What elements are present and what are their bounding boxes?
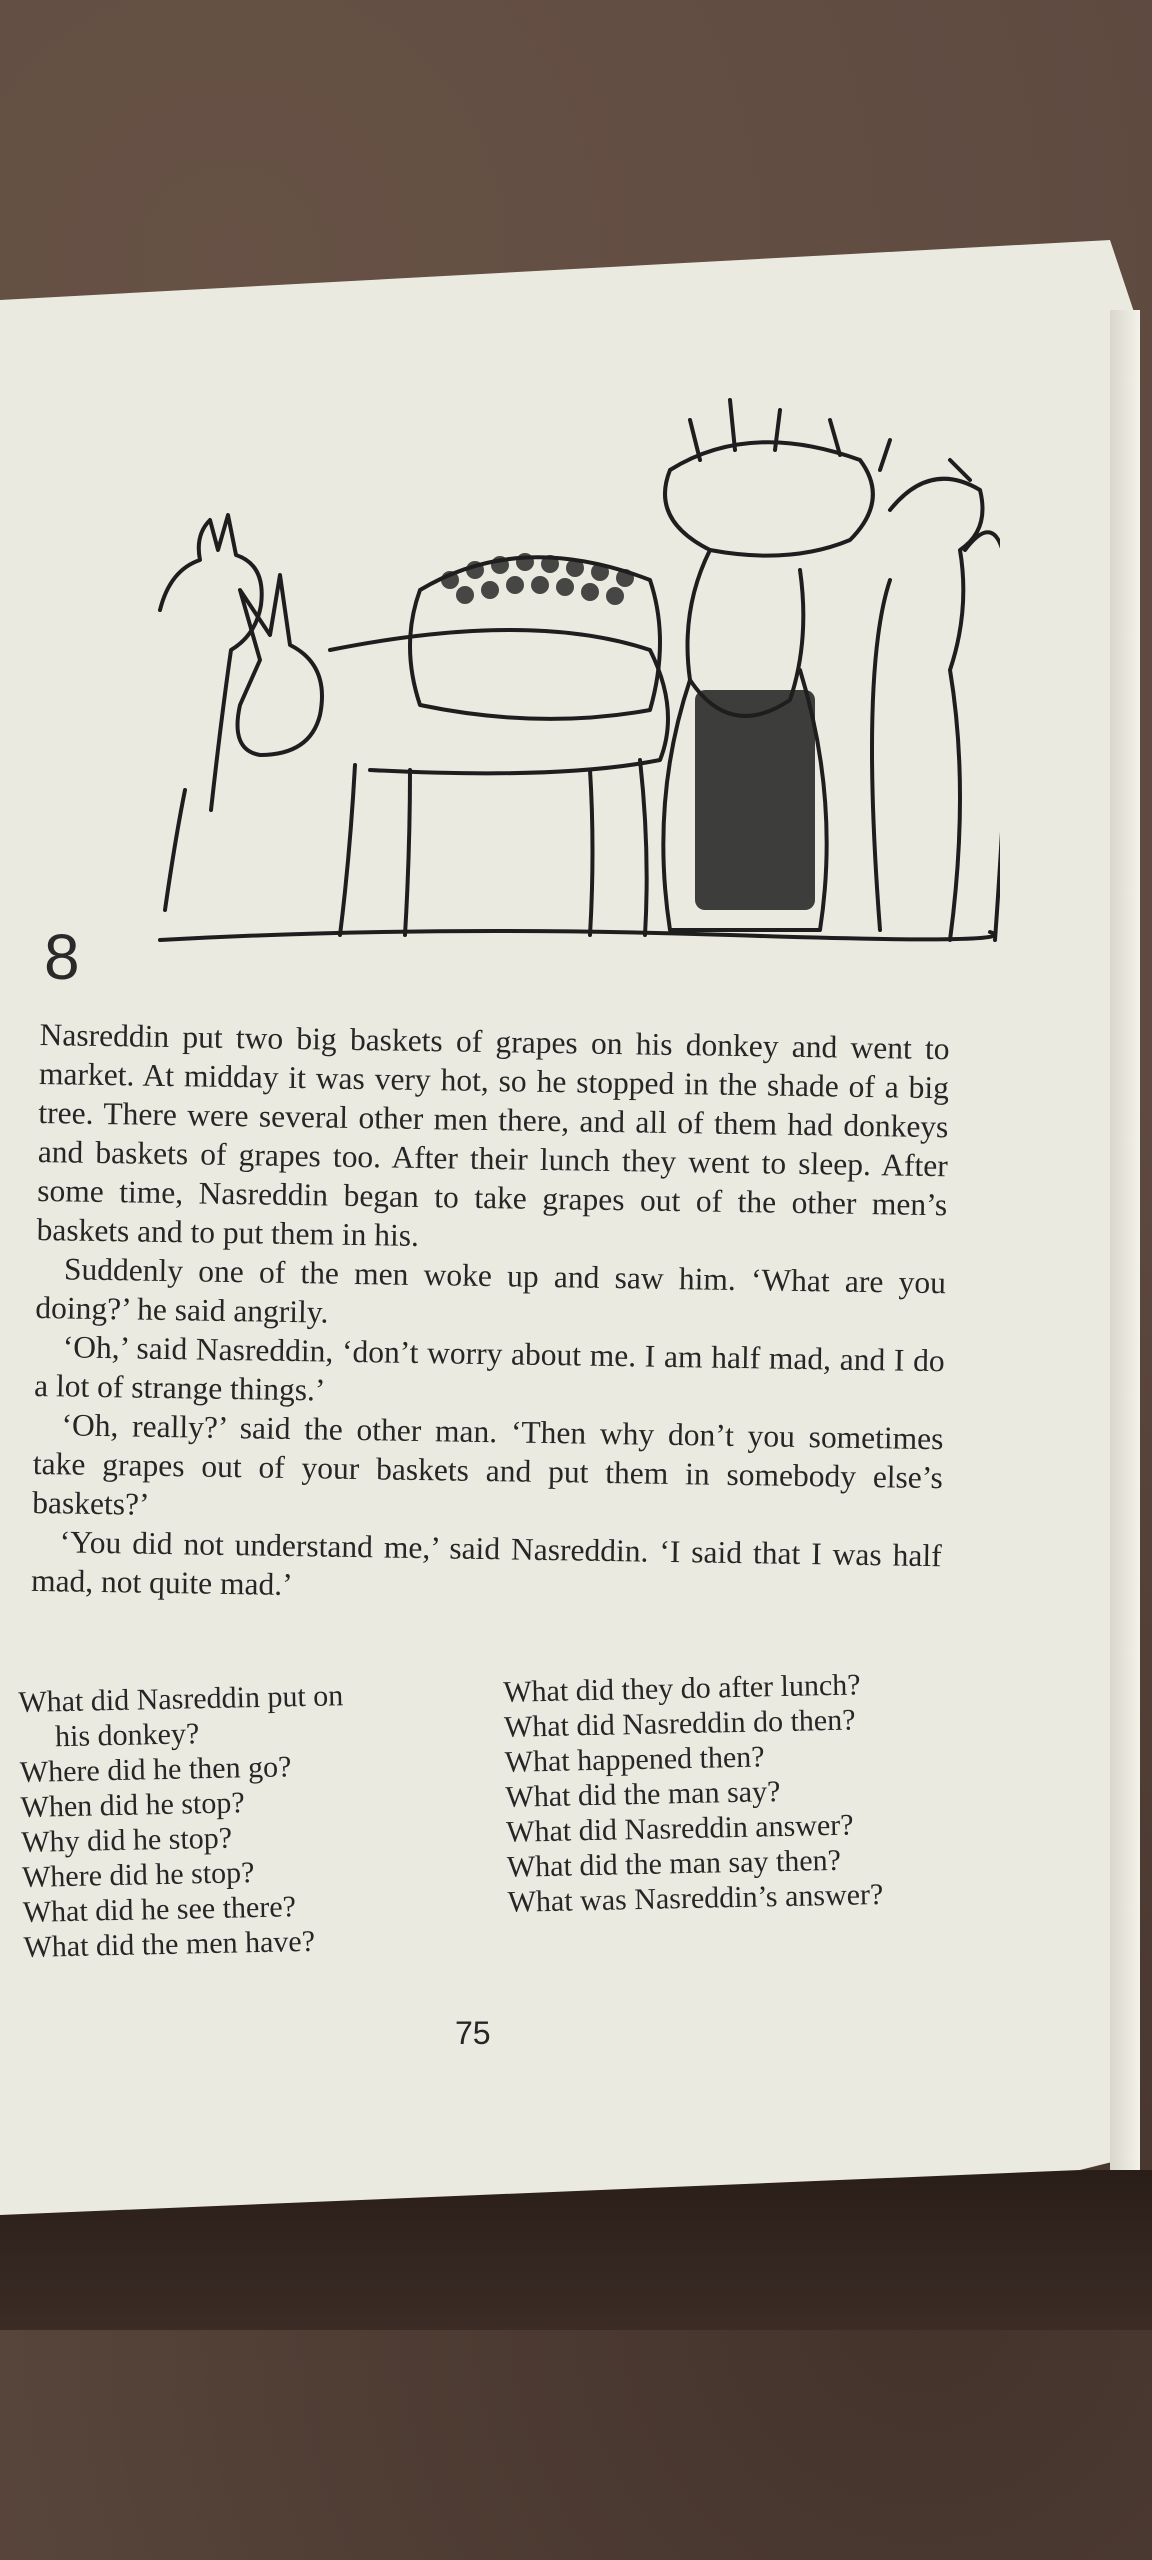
question-item: What did the man say? — [505, 1775, 781, 1814]
question-item: What did Nasreddin answer? — [505, 1808, 854, 1849]
question-item: Where did he then go? — [19, 1750, 292, 1789]
question-item: What did they do after lunch? — [502, 1668, 861, 1709]
question-item: What did Nasreddin put on — [18, 1679, 344, 1719]
question-item: Why did he stop? — [20, 1821, 233, 1859]
questions-right-column — [503, 1665, 959, 1954]
chapter-number: 8 — [44, 921, 80, 993]
question-item: Where did he stop? — [21, 1856, 255, 1894]
story-paragraph: ‘You did not understand me,’ said Nasreddin. ‘I said that I was half mad, not quite mad.’ — [30, 1524, 942, 1603]
story-paragraph: Nasreddin put two big baskets of grapes on his donkey and went to market. At midday it was very hot, so he stopped in the shade of a big tree. There were several other men there, and all of them had donkeys and baskets of grapes too. After their lunch they went to sleep. After some time, Nasreddin began to take grapes out of the other men’s baskets and to put them in his. — [36, 1016, 950, 1253]
question-item: What did the man say then? — [506, 1843, 842, 1884]
question-item: his donkey? — [54, 1717, 200, 1754]
story-text — [31, 1015, 950, 1614]
nasreddin-illustration-icon — [130, 380, 1000, 960]
story-paragraph: ‘Oh, really?’ said the other man. ‘Then why don’t you sometimes take grapes out of your baskets and put them in somebody else’s baskets?’ — [32, 1407, 944, 1522]
questions-left-column — [18, 1675, 509, 1965]
question-item: What did Nasreddin do then? — [503, 1703, 856, 1744]
story-paragraph: ‘Oh,’ said Nasreddin, ‘don’t worry about me. I am half mad, and I do a lot of strange things.’ — [33, 1329, 945, 1408]
question-item: When did he stop? — [20, 1786, 245, 1824]
question-item: What happened then? — [504, 1740, 765, 1779]
page-edge — [1110, 310, 1140, 2170]
story-paragraph: Suddenly one of the men woke up and saw him. ‘What are you doing?’ he said angrily. — [35, 1251, 947, 1330]
question-item: What was Nasreddin’s answer? — [507, 1877, 884, 1919]
question-item: What did the men have? — [23, 1924, 316, 1964]
question-item: What did he see there? — [22, 1890, 297, 1929]
comprehension-questions — [18, 1665, 964, 1965]
page-number: 75 — [455, 2015, 491, 2051]
